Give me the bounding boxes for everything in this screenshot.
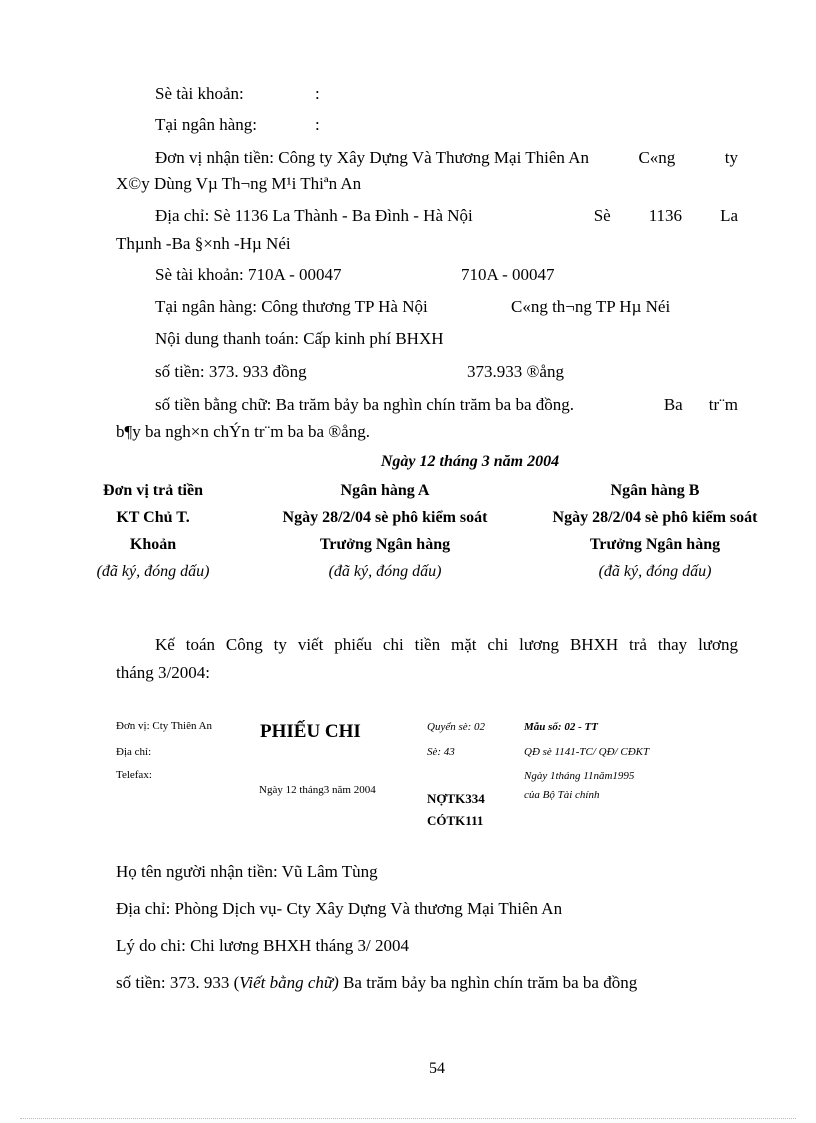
- account-colon: :: [315, 84, 320, 103]
- payee-address: Địa chỉ: Phòng Dịch vụ- Cty Xây Dựng Và thương Mại Thiên An: [116, 899, 563, 918]
- signature-col-payer: [78, 477, 228, 585]
- sig-bank-a-note: (đã ký, đóng dấu): [328, 563, 442, 580]
- voucher-address: Địa chỉ:: [116, 746, 152, 758]
- sig-payer-line2: KT Chủ T.: [116, 509, 190, 526]
- amount-words-garbled-a: Ba: [663, 395, 683, 414]
- voucher-form-no: Mẫu số: 02 - TT: [524, 721, 598, 733]
- payee-name: Họ tên người nhận tiền: Vũ Lâm Tùng: [116, 862, 378, 881]
- bank-line: [155, 296, 671, 318]
- content-line: Nội dung thanh toán: Cấp kinh phí BHXH: [155, 329, 444, 348]
- payee-amount-words-label: Viết bằng chữ): [239, 973, 339, 992]
- bank-garbled: C«ng th¬ng TP Hµ Néi: [511, 297, 671, 316]
- intro-line-2: tháng 3/2004:: [116, 663, 210, 682]
- sig-bank-b-line2: Ngày 28/2/04 sè phô kiểm soát: [552, 509, 758, 526]
- sig-payer-note: (đã ký, đóng dấu): [96, 563, 210, 580]
- voucher-decision-date: Ngày 1tháng 11năm1995: [524, 770, 635, 782]
- footer-divider: [20, 1118, 796, 1119]
- recipient-text: Đơn vị nhận tiền: Công ty Xây Dựng Và Thương Mại Thiên An: [155, 148, 589, 167]
- signature-col-bank-a: [252, 477, 518, 585]
- account-label-1: [155, 83, 320, 105]
- payee-amount-words: Ba trăm bảy ba nghìn chín trăm ba ba đồng: [338, 973, 638, 992]
- address-text: Địa chỉ: Sè 1136 La Thành - Ba Đình - Hà Nội: [155, 206, 473, 225]
- amount-words-garbled: [664, 394, 738, 416]
- voucher-unit: Đơn vị: Cty Thiên An: [116, 720, 213, 732]
- bank-colon: :: [315, 115, 320, 134]
- voucher-telefax: Telefax:: [116, 769, 152, 781]
- sig-bank-a-line2: Ngày 28/2/04 sè phô kiểm soát: [282, 509, 488, 526]
- address-garbled-c: La: [720, 206, 738, 225]
- payee-amount: [116, 972, 637, 994]
- amount-words-text: số tiền bằng chữ: Ba trăm bảy ba nghìn chín trăm ba ba đồng.: [155, 395, 574, 414]
- amount-garbled: 373.933 ®ång: [467, 362, 564, 381]
- voucher-book: Quyển sè: 02: [427, 721, 486, 733]
- sig-bank-a-title: Ngân hàng A: [340, 482, 430, 499]
- bank-label-text: Tại ngân hàng:: [155, 115, 257, 134]
- amount-words-line-2: b¶y ba ngh×n chÝn tr¨m ba ba ®ång.: [116, 422, 370, 441]
- recipient-line-1: [155, 147, 738, 169]
- voucher-debit: NỢTK334: [427, 791, 485, 806]
- account-label-text: Sè tài khoản:: [155, 84, 244, 103]
- address-garbled-a: Sè: [593, 206, 611, 225]
- sig-bank-b-title: Ngân hàng B: [610, 482, 700, 499]
- sig-bank-a-line3: Trưởng Ngân hàng: [319, 536, 451, 553]
- recipient-garbled-a: C«ng: [638, 148, 676, 167]
- account-dup: 710A - 00047: [461, 265, 555, 284]
- amount-line: [155, 361, 564, 383]
- payee-amount-prefix: số tiền: 373. 933 (: [116, 973, 240, 992]
- sig-payer-line3: Khoản: [129, 536, 177, 553]
- bank-label-1: [155, 114, 320, 136]
- amount-words-garbled-b: tr¨m: [708, 395, 738, 414]
- voucher-number: Sè: 43: [427, 746, 455, 758]
- address-line-2: Thµnh -Ba §×nh -Hµ Néi: [116, 234, 291, 253]
- voucher-title: PHIẾU CHI: [260, 721, 361, 742]
- page-number: 54: [429, 1060, 445, 1077]
- bank-line-text: Tại ngân hàng: Công thương TP Hà Nội: [155, 297, 428, 316]
- sig-payer-title: Đơn vị trả tiền: [103, 482, 203, 499]
- amount-line-text: số tiền: 373. 933 đồng: [155, 362, 307, 381]
- address-line-1: [155, 205, 738, 227]
- intro-line-1: Kế toán Công ty viết phiếu chi tiền mặt chi lương BHXH trả thay lương: [155, 635, 738, 654]
- sig-bank-b-note: (đã ký, đóng dấu): [598, 563, 712, 580]
- sig-bank-b-line3: Trưởng Ngân hàng: [589, 536, 721, 553]
- account-line: [155, 264, 555, 286]
- date-line: Ngày 12 tháng 3 năm 2004: [380, 453, 560, 470]
- payee-reason: Lý do chi: Chi lương BHXH tháng 3/ 2004: [116, 936, 410, 955]
- voucher-decision: QĐ sè 1141-TC/ QĐ/ CĐKT: [524, 746, 650, 758]
- voucher-credit: CÓTK111: [427, 813, 484, 828]
- recipient-line-2: X©y Dùng Vµ Th¬ng M¹i Thiªn An: [116, 174, 362, 193]
- address-garbled-b: 1136: [648, 206, 683, 225]
- address-garbled: [594, 205, 738, 227]
- account-line-text: Sè tài khoản: 710A - 00047: [155, 265, 342, 284]
- voucher-date: Ngày 12 tháng3 năm 2004: [259, 784, 376, 796]
- recipient-garbled-b: ty: [724, 148, 738, 167]
- signature-col-bank-b: [522, 477, 788, 585]
- voucher-issuer: của Bộ Tài chính: [524, 789, 600, 801]
- amount-words-line: [155, 394, 738, 416]
